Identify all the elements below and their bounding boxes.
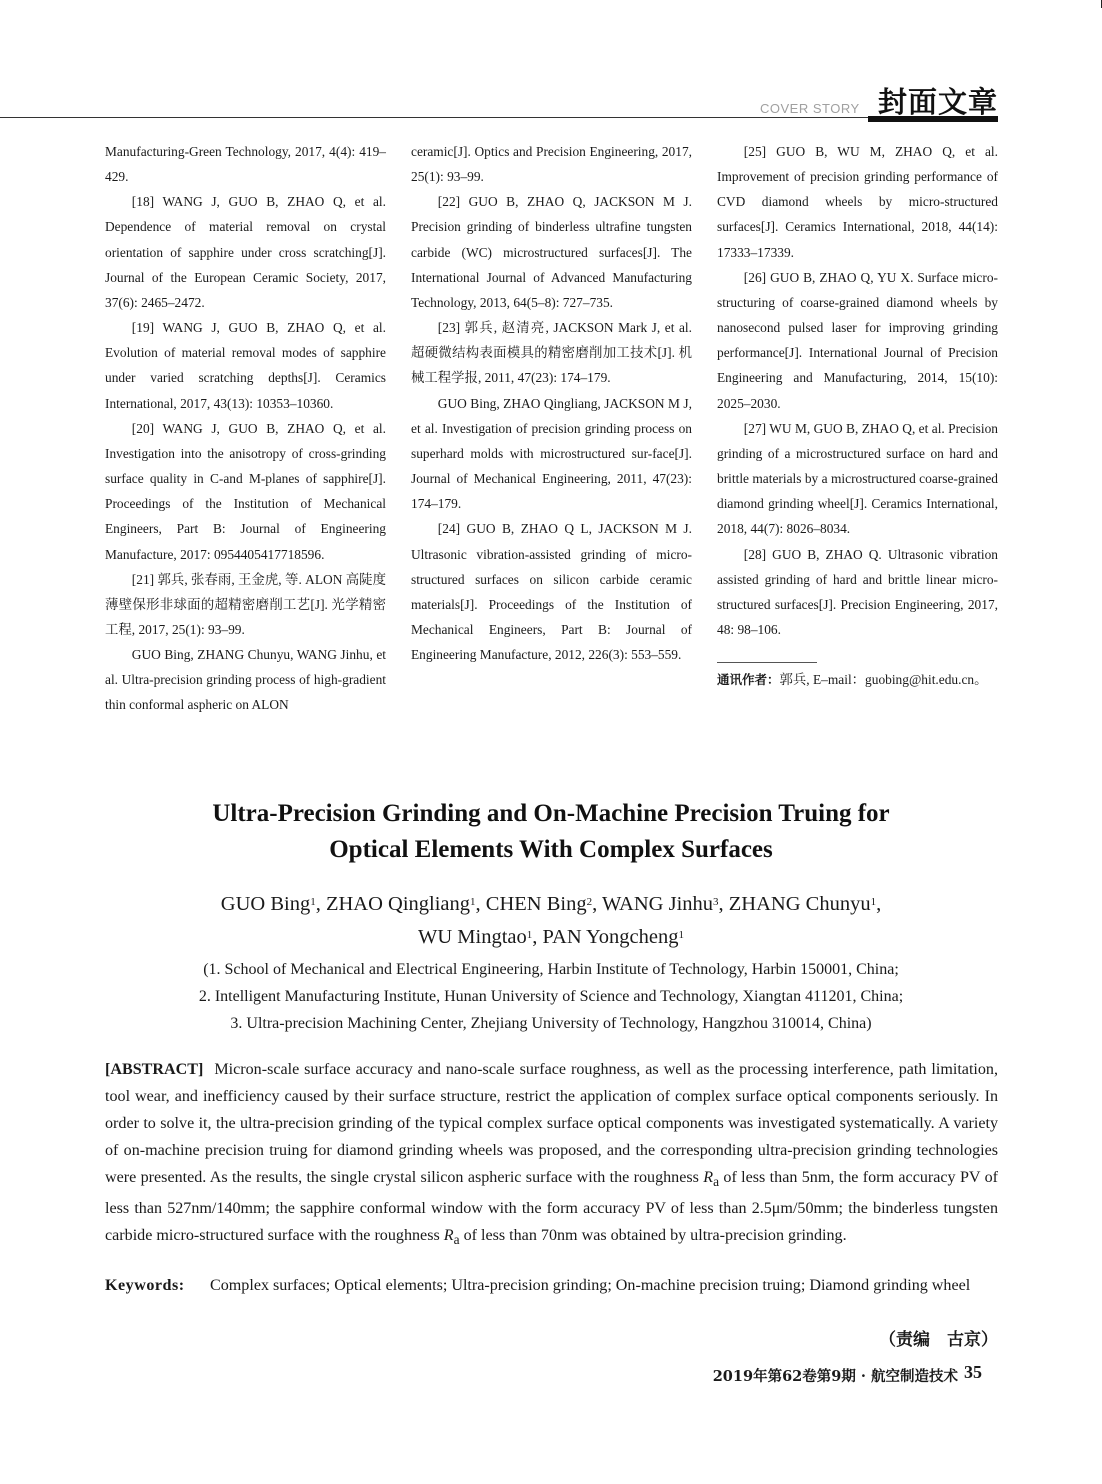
keywords bbox=[105, 1272, 998, 1299]
abstract-label: [ABSTRACT] bbox=[105, 1061, 204, 1078]
keywords-label: Keywords: bbox=[105, 1277, 185, 1294]
author-affil-sup: 1 bbox=[310, 896, 316, 908]
abstract-text-3: of less than 70nm was obtained by ultra-precision grinding. bbox=[459, 1227, 847, 1245]
cover-story-cn: 封面文章 bbox=[878, 85, 999, 119]
author-affil-sup: 1 bbox=[526, 929, 533, 941]
abstract bbox=[105, 1056, 998, 1253]
journal-footer bbox=[713, 1365, 958, 1386]
author-line-1: GUO Bing$^1$, ZHAO Qingliang$^1$, CHEN Bing$^2$, WANG Jinhu$^3$, ZHANG Chunyu$^1$, bbox=[220, 893, 882, 915]
keywords-value: Complex surfaces; Optical elements; Ultra-precision grinding; On-machine precision truing; Diamond grinding wheel bbox=[210, 1277, 971, 1294]
author-affil-sup: 3 bbox=[713, 896, 719, 908]
paper-title-line-1: Ultra-Precision Grinding and On-Machine Precision Truing for bbox=[212, 800, 890, 827]
ref-item: GUO Bing, ZHAO Qingliang, JACKSON M J, et al. Investigation of precision grinding process on superhard molds with microstructured sur-face[J]. Journal of Mechanical Engineering, 2011, 47(23): 174–179. bbox=[411, 395, 692, 512]
ra-symbol: R bbox=[703, 1169, 714, 1186]
header-rule bbox=[0, 117, 868, 118]
affiliation-line: 3. Ultra-precision Machining Center, Zhejiang University of Technology, Hangzhou 310014, China) bbox=[230, 1015, 872, 1032]
ref-item: [19] WANG J, GUO B, ZHAO Q, et al. Evolution of material removal modes of sapphire under varied scratching depths[J]. Ceramics International, 2017, 43(13): 10353–10360. bbox=[105, 320, 386, 411]
ref-item: [22] GUO B, ZHAO Q, JACKSON M J. Precision grinding of binderless ultrafine tungsten carbide (WC) microstructured surfaces[J]. The International Journal of Advanced Manufacturing Technology, 2013, 64(5–8): 727–735. bbox=[411, 194, 692, 310]
author-line-2: WU Mingtao$^1$, PAN Yongcheng$^1$ bbox=[418, 926, 684, 948]
ra-subscript: a bbox=[713, 1174, 720, 1190]
abstract-text-1: Micron-scale surface accuracy and nano-scale surface roughness, as well as the processing interference, path limitation, tool wear, and inefficiency caused by their surface structure, restrict the application of complex surface optical components seriously. In order to solve it, the ultra-precision grinding of the typical complex surface optical components was investigated systematically. A variety of on-machine precision truing for diamond grinding wheels was proposed, and the corresponding ultra-precision grinding technologies were presented. As the results, the single crystal silicon aspheric surface with the roughness bbox=[105, 1061, 999, 1186]
author-affil-sup: 2 bbox=[586, 896, 593, 908]
ra-subscript: a bbox=[453, 1232, 460, 1248]
ref-item: [26] GUO B, ZHAO Q, YU X. Surface micro-structuring of coarse-grained diamond wheels by nanosecond pulsed laser for improving grinding performance[J]. International Journal of Precision Engineering and Manufacturing, 2014, 15(10): 2025–2030. bbox=[717, 269, 998, 411]
ref-item: [23] 郭兵, 赵清亮, JACKSON Mark J, et al. 超硬微结构表面模具的精密磨削加工技术[J]. 机械工程学报, 2011, 47(23): 174–179. bbox=[411, 320, 692, 386]
ra-symbol: R bbox=[443, 1227, 454, 1245]
ref-item: ceramic[J]. Optics and Precision Engineering, 2017, 25(1): 93–99. bbox=[411, 144, 692, 185]
ref-column-2 bbox=[411, 139, 692, 718]
affiliations bbox=[100, 956, 1002, 1037]
author-name: ZHAO Qingliang bbox=[325, 893, 471, 915]
paper-title bbox=[120, 796, 982, 868]
cover-story-en: COVER STORY bbox=[760, 101, 860, 116]
ref-item: GUO Bing, ZHANG Chunyu, WANG Jinhu, et al. Ultra-precision grinding process of high-gradient thin conformal aspheric on ALON bbox=[105, 647, 386, 713]
ref-item: [21] 郭兵, 张春雨, 王金虎, 等. ALON 高陡度薄壁保形非球面的超精密磨削工艺[J]. 光学精密工程, 2017, 25(1): 93–99. bbox=[105, 571, 386, 637]
author-name: CHEN Bing bbox=[485, 893, 587, 915]
affiliation-line: 2. Intelligent Manufacturing Institute, Hunan University of Science and Technology, Xiangtan 411201, China; bbox=[198, 988, 904, 1005]
ref-item: [20] WANG J, GUO B, ZHAO Q, et al. Investigation into the anisotropy of cross-grinding surface quality in C-and M-planes of sapphire[J]. Proceedings of the Institution of Mechanical Engineers, Part B: Journal of Engineering Manufacture, 2017: 0954405417718596. bbox=[105, 420, 386, 562]
author-name: PAN Yongcheng bbox=[542, 926, 679, 948]
ref-item: [18] WANG J, GUO B, ZHAO Q, et al. Dependence of material removal on crystal orientation of sapphire under cross scratching[J]. Journal of the European Ceramic Society, 2017, 37(6): 2465–2472. bbox=[105, 194, 386, 310]
journal-info: 2019年第62卷第9期 · 航空制造技术 bbox=[712, 1368, 958, 1385]
corresponding-author bbox=[717, 667, 998, 692]
affiliation-line: (1. School of Mechanical and Electrical Engineering, Harbin Institute of Technology, Harbin 150001, China; bbox=[203, 961, 899, 978]
ref-item: Manufacturing-Green Technology, 2017, 4(4): 419–429. bbox=[105, 144, 386, 185]
paper-title-line-2: Optical Elements With Complex Surfaces bbox=[329, 836, 773, 863]
ref-item: [24] GUO B, ZHAO Q L, JACKSON M J. Ultrasonic vibration-assisted grinding of micro-structured surfaces on silicon carbide ceramic materials[J]. Proceedings of the Institution of Mechanical Engineers, Part B: Journal of Engineering Manufacture, 2012, 226(3): 553–559. bbox=[411, 521, 692, 663]
author-affil-sup: 1 bbox=[870, 896, 877, 908]
author-list bbox=[120, 888, 982, 954]
ref-column-3 bbox=[717, 139, 998, 718]
ref-item: [27] WU M, GUO B, ZHAO Q, et al. Precision grinding of a microstructured surface on hard and brittle materials by a microstructured coarse-grained diamond grinding wheel[J]. Ceramics International, 2018, 44(7): 8026–8034. bbox=[717, 420, 998, 537]
abstract-text-2: of less than 5nm, the form accuracy PV of less than 527nm/140mm; the sapphire conformal window with the form accuracy PV of less than 2.5μm/50mm; the binderless tungsten carbide micro-structured surface with the roughness bbox=[105, 1169, 998, 1245]
page-number: 35 bbox=[964, 1362, 982, 1382]
author-name: ZHANG Chunyu bbox=[728, 893, 871, 915]
corresponding-author-value: 郭兵, E–mail：guobing@hit.edu.cn。 bbox=[779, 672, 988, 688]
editor-note: （责编 古京） bbox=[879, 1330, 998, 1350]
ref-item: [28] GUO B, ZHAO Q. Ultrasonic vibration assisted grinding of hard and brittle linear micro-structured surfaces[J]. Precision Engineering, 2017, 48: 98–106. bbox=[717, 546, 998, 637]
ref-item: [25] GUO B, WU M, ZHAO Q, et al. Improvement of precision grinding performance of CVD diamond wheels by micro-structured surfaces[J]. Ceramics International, 2018, 44(14): 17333–17339. bbox=[717, 144, 998, 260]
author-affil-sup: 1 bbox=[678, 929, 684, 941]
author-name: GUO Bing bbox=[220, 893, 311, 915]
footnote-separator bbox=[717, 662, 817, 663]
author-name: WANG Jinhu bbox=[601, 893, 714, 915]
author-name: WU Mingtao bbox=[418, 926, 527, 948]
author-affil-sup: 1 bbox=[470, 896, 476, 908]
ref-column-1 bbox=[105, 139, 386, 718]
corresponding-author-label: 通讯作者： bbox=[717, 672, 780, 688]
reference-columns bbox=[105, 139, 998, 718]
